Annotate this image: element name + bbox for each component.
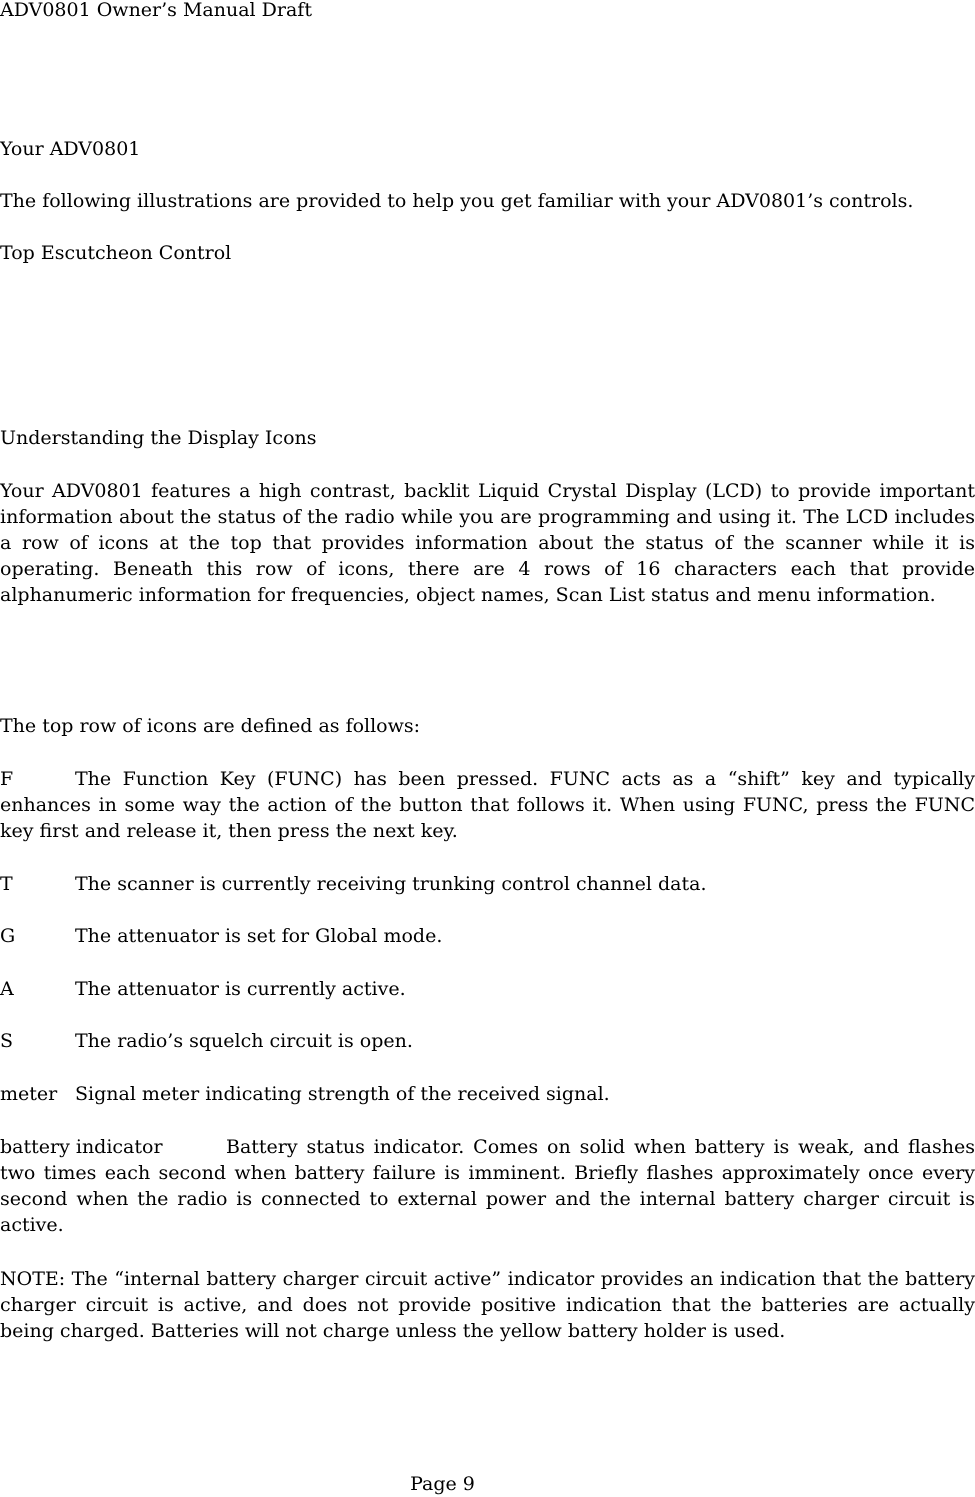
document-header-title: ADV0801 Owner’s Manual Draft: [0, 0, 312, 21]
definition-key: meter: [0, 1083, 58, 1105]
definition-key: F: [0, 768, 14, 790]
definition-key: A: [0, 978, 14, 1000]
definition-text: The Function Key (FUNC) has been pressed. FUNC acts as a “shift” key and typically enhances in some way the action of the button that follows it. When using FUNC, press the FUNC key first and release it, then press the next key.: [0, 768, 975, 842]
definition-key: T: [0, 873, 13, 895]
definition-text: The attenuator is currently active.: [75, 978, 406, 1000]
definition-text: Battery status indicator. Comes on solid when battery is weak, and flashes two times each second when battery failure is imminent. Briefly flashes approximately once every second when the radio is connected to external power and the internal battery charger circuit is active.: [0, 1136, 975, 1236]
lcd-description-paragraph: Your ADV0801 features a high contrast, backlit Liquid Crystal Display (LCD) to provide important information about the status of the radio while you are programming and using it. The LCD includes a row of icons at the top that provides information about the status of the scanner while it is operating. Beneath this row of icons, there are 4 rows of 16 characters each that provide alphanumeric information for frequencies, object names, Scan List status and menu information.: [0, 480, 975, 606]
definition-text: Signal meter indicating strength of the received signal.: [75, 1083, 610, 1105]
definition-key: battery indicator: [0, 1136, 163, 1158]
definition-key: G: [0, 925, 16, 947]
section-heading-display-icons: Understanding the Display Icons: [0, 427, 317, 449]
section-heading-your-adv0801: Your ADV0801: [0, 138, 141, 160]
page-number: Page 9: [410, 1473, 475, 1495]
definition-text: The attenuator is set for Global mode.: [75, 925, 443, 947]
definition-text: The radio’s squelch circuit is open.: [75, 1030, 413, 1052]
definition-text: The scanner is currently receiving trunking control channel data.: [75, 873, 707, 895]
definition-key: S: [0, 1030, 14, 1052]
icon-list-intro: The top row of icons are defined as follows:: [0, 715, 421, 737]
subheading-top-escutcheon-control: Top Escutcheon Control: [0, 242, 232, 264]
battery-charging-note: NOTE: The “internal battery charger circuit active” indicator provides an indication that the battery charger circuit is active, and does not provide positive indication that the batteries are actually being charged. Batteries will not charge unless the yellow battery holder is used.: [0, 1268, 975, 1342]
intro-paragraph: The following illustrations are provided to help you get familiar with your ADV0801’s controls.: [0, 190, 914, 212]
